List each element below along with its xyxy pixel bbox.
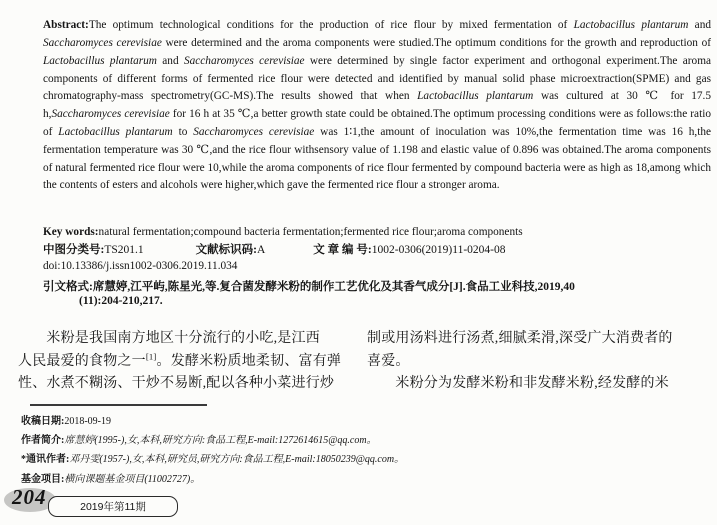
received-date-label: 收稿日期: <box>21 416 65 427</box>
citation-line-1 <box>43 278 711 294</box>
received-date-value: 2018-09-19 <box>64 416 112 427</box>
clc-label: 中图分类号: <box>43 244 105 256</box>
spacer <box>265 242 313 259</box>
author-bio-label: 作者简介: <box>21 435 65 447</box>
footnote-divider <box>30 404 207 406</box>
issue-box <box>48 496 178 517</box>
keywords-text: natural fermentation;compound bacteria fermentation;fermented rice flour;aroma components <box>98 226 523 238</box>
page-footer-badge <box>4 485 204 519</box>
clc-value: TS201.1 <box>104 244 144 256</box>
issue-label: 2019年第11期 <box>80 501 146 513</box>
classification-line <box>43 242 711 259</box>
document-code-value: A <box>256 244 266 256</box>
keywords-line <box>43 224 711 241</box>
corresponding-author-line <box>21 450 711 469</box>
citation-label: 引文格式: <box>43 281 93 293</box>
spacer <box>144 242 196 259</box>
body-column-left <box>18 328 340 396</box>
citation-text: 席慧婷,江平屿,陈星光,等.复合菌发酵米粉的制作工艺优化及其香气成分[J].食品工业科技,2019,40 <box>92 281 575 293</box>
body-line: 米粉分为发酵米粉和非发酵米粉,经发酵的米 <box>367 376 669 392</box>
received-date-line <box>21 412 711 431</box>
keywords-label: Key words: <box>43 226 99 238</box>
body-line: 人民最爱的食物之一[1]。发酵米粉质地柔韧、富有弹 <box>18 350 342 369</box>
body-columns <box>18 328 708 396</box>
body-line: 喜爱。 <box>367 353 410 369</box>
fund-project-value: 横向课题基金项目(11002727)。 <box>64 473 201 485</box>
body-line: 制或用汤料进行汤煮,细腻柔滑,深受广大消费者的 <box>367 331 673 346</box>
body-column-right <box>367 328 702 396</box>
abstract-text: Abstract:The optimum technological conditions for the production of rice flour by mixed fermentation of Lactobacillus plantarum and Saccharomyces cerevisiae were determined and the aroma components were studied.The optimum conditions for the growth and reproduction of Lactobacillus plantarum and Saccharomyces cerevisiae were determined by single factor experiment and orthogonal experiment.The aroma components of different forms of fermented rice flour were detected and identified by manual solid phase microextraction(SPME) and gas chromatography-mass spectrometry(GC-MS).The results showed that when Lactobacillus plantarum was cultured at 30 ℃ for 17.5 h,Saccharomyces cerevisiae for 16 h at 35 ℃,a better growth state could be obtained.The optimum processing conditions were as follows:the ratio of Lactobacillus plantarum to Saccharomyces cerevisiae was 1∶1,the amount of inoculation was 10%,the fermentation time was 16 h,the fermentation temperature was 30 ℃,and the rice flour withsensory value of 1.198 and elastic value of 0.896 was obtained.The aroma components of natural fermented rice flour were 10,while the aroma components of rice flour fermented by compound bacteria were as high as 18,among which the contents of esters and alcohols were higher,which gave the fermented rice flour a stronger aroma. <box>43 19 711 192</box>
corresponding-author-value: 邓丹雯(1957-),女,本科,研究员,研究方向:食品工程,E-mail:18050239@qq.com。 <box>69 454 405 466</box>
body-line: 性、水煮不糊汤、干炒不易断,配以各种小菜进行炒 <box>18 376 335 392</box>
fund-project-label: 基金项目: <box>21 473 65 485</box>
page-number: 204 <box>12 485 47 509</box>
author-bio-line <box>21 431 711 450</box>
citation-line-2: (11):204-210,217. <box>79 295 163 307</box>
document-code-label: 文献标识码: <box>195 244 257 256</box>
footnotes <box>21 412 711 489</box>
body-line: 米粉是我国南方地区十分流行的小吃,是江西 <box>18 331 320 346</box>
author-bio-value: 席慧婷(1995-),女,本科,研究方向:食品工程,E-mail:1272614615@qq.com。 <box>64 435 377 447</box>
article-number-value: 1002-0306(2019)11-0204-08 <box>371 244 506 256</box>
doi-line: doi:10.13386/j.issn1002-0306.2019.11.034 <box>43 260 238 272</box>
article-number-label: 文 章 编 号: <box>313 244 372 256</box>
corresponding-author-label: *通讯作者: <box>21 454 70 466</box>
